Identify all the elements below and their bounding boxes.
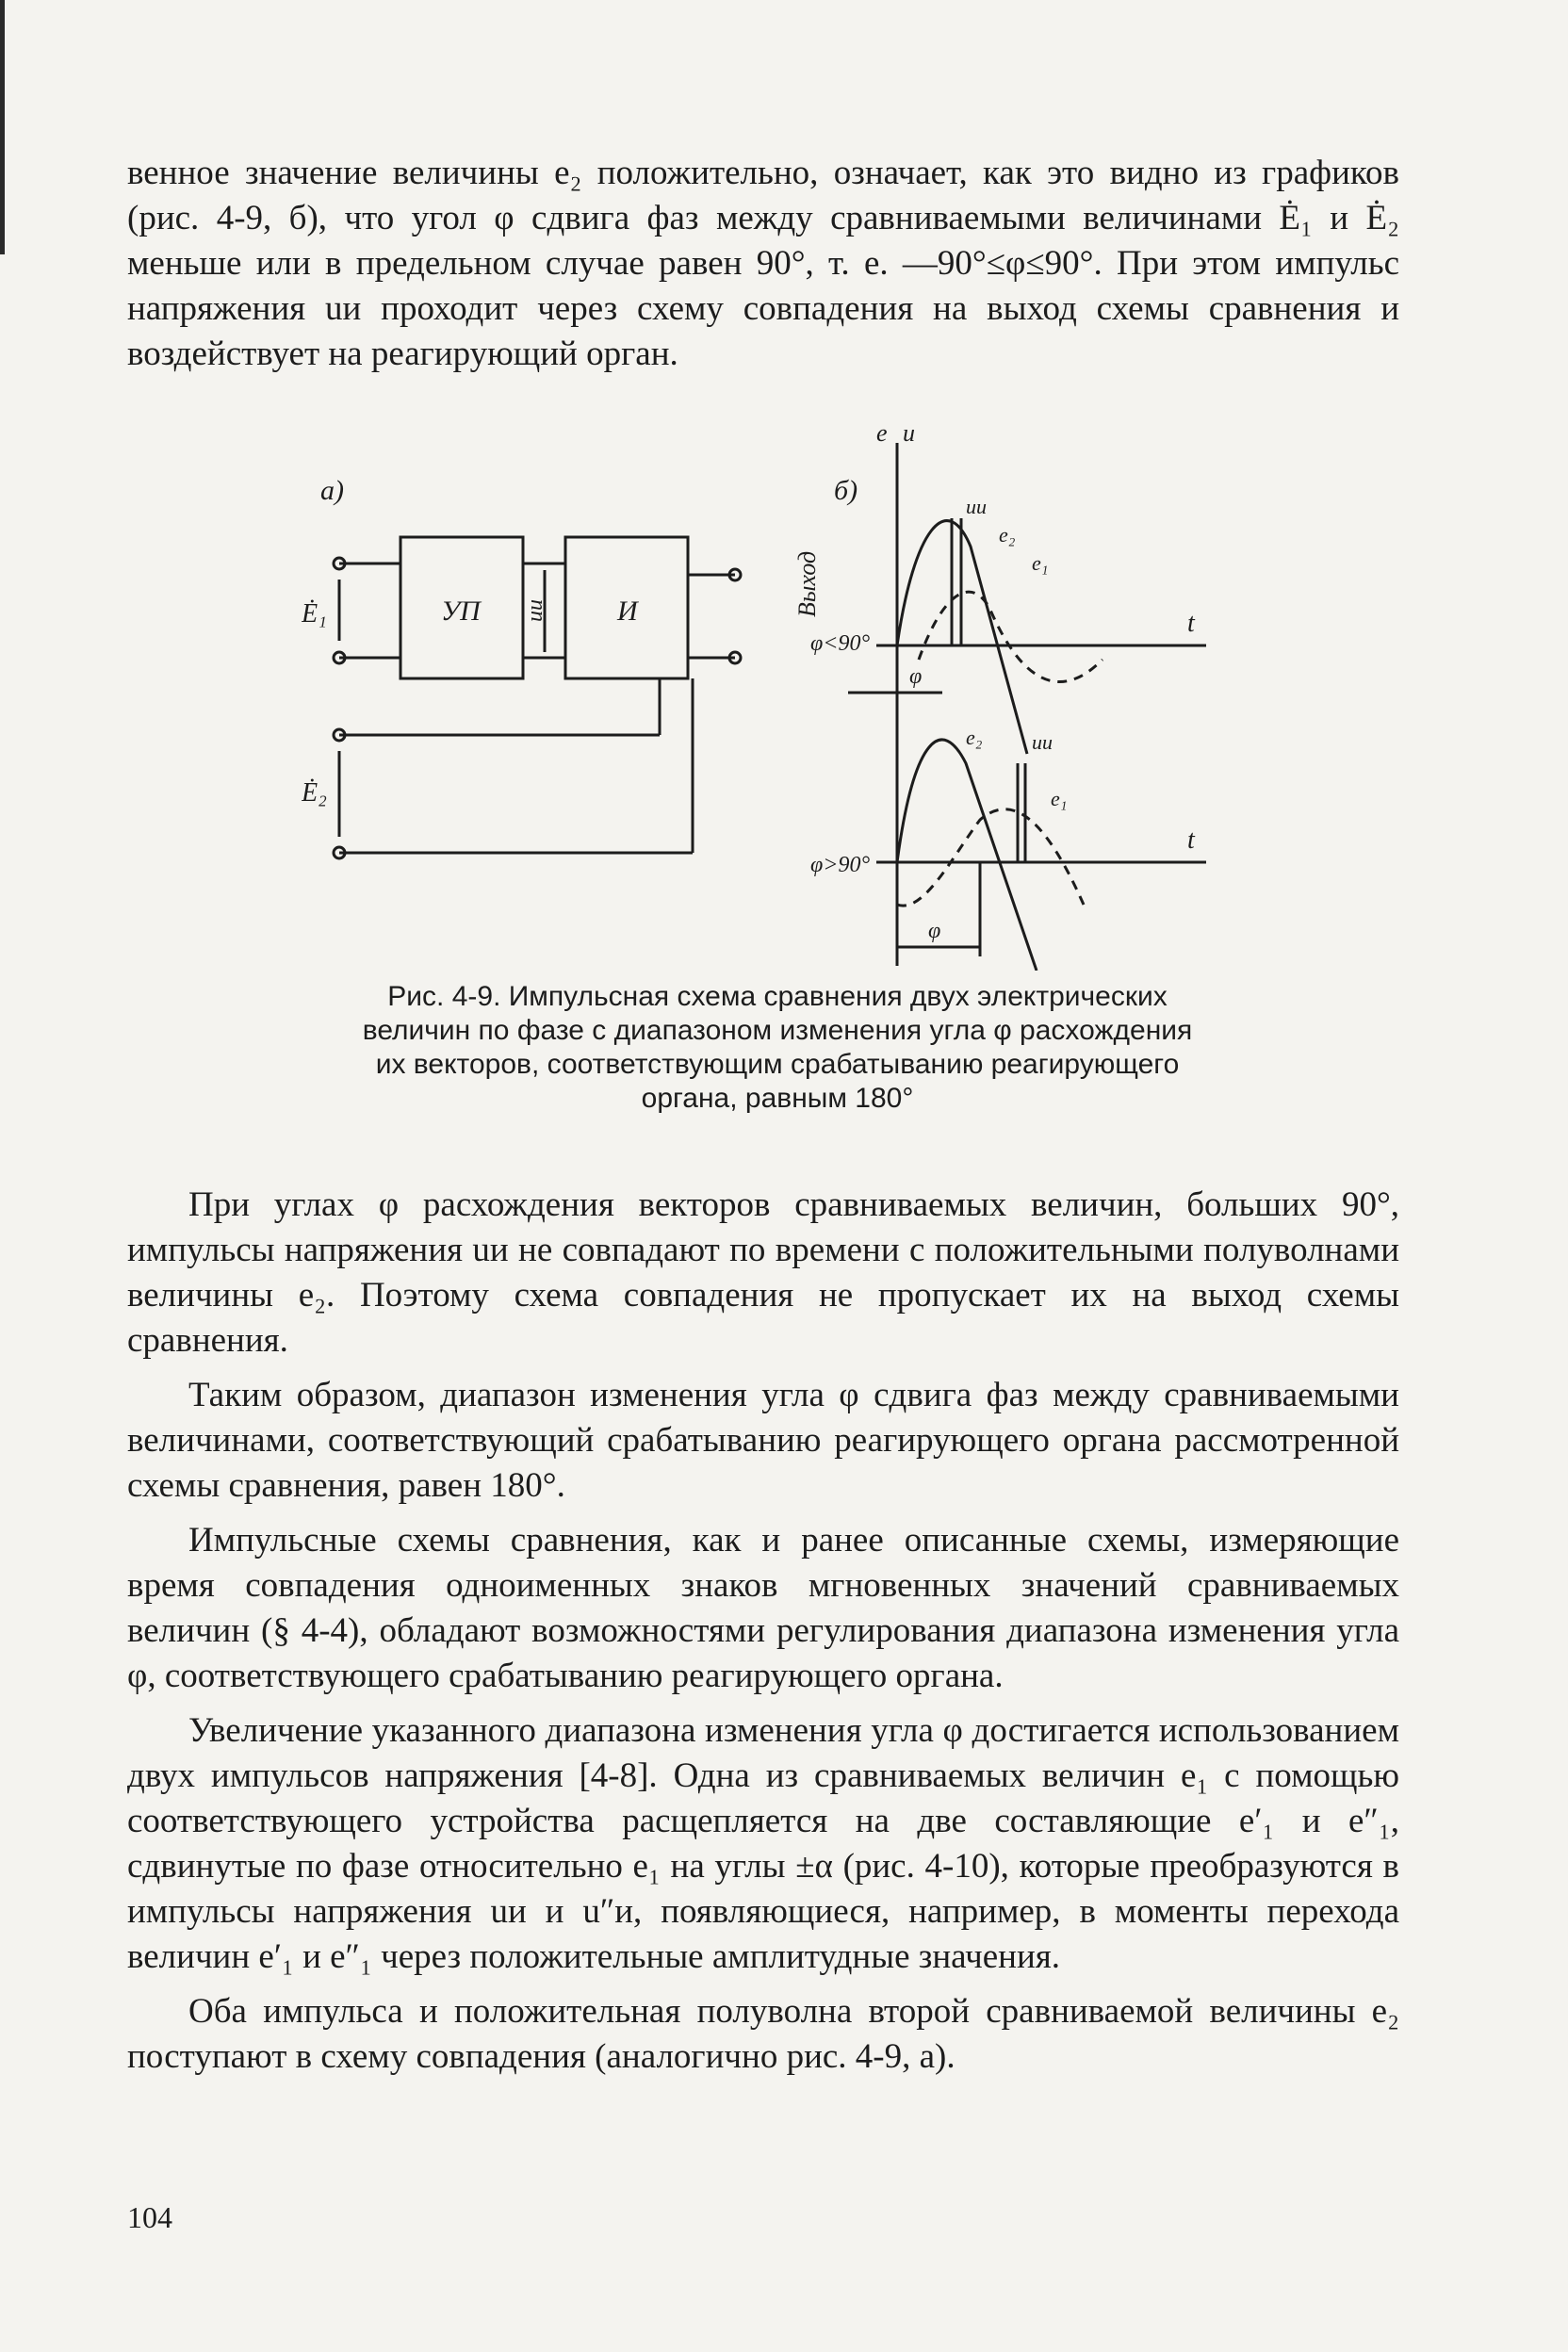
- ui-top-label: uи: [966, 495, 987, 518]
- ui-bottom-label: uи: [1032, 730, 1053, 754]
- phi-top-label: φ: [909, 664, 923, 689]
- figure-4-9: [302, 415, 1253, 971]
- caption-line-1: Рис. 4-9. Импульсная схема сравнения двух электрических: [387, 981, 1168, 1012]
- curve-e1-bottom: [897, 809, 1084, 906]
- axis-u-label: u: [903, 419, 915, 447]
- phi-bottom-label: φ: [928, 919, 941, 943]
- body-text-block: [127, 1183, 1399, 2080]
- output-label: Выход: [793, 550, 821, 617]
- paragraph-4: Увеличение указанного диапазона изменения угла φ достигается использованием двух импульсов напряжения [4-8]. Одна из сравниваемых величин e₁ с помощью соответствующего устройства расщепляется на две составляющие e′₁ и e″₁, сдвинутые по фазе относительно e₁ на углы ±α (рис. 4-10), которые преобразуются в импульсы напряжения uи и u″и, появляющиеся, например, в моменты перехода величин e′₁ и e″₁ через положительные амплитудные значения.: [127, 1711, 1399, 1976]
- axis-e-label: e: [876, 419, 888, 447]
- figure-drawing: [302, 415, 1253, 971]
- pulse-label: uи: [523, 599, 547, 622]
- margin-scan-rule: [0, 0, 5, 254]
- figure-caption: [283, 980, 1272, 1116]
- e2-bottom-label: e₂: [966, 726, 983, 749]
- block-up-label: УП: [441, 596, 481, 627]
- caption-line-2: величин по фазе с диапазоном изменения угла φ расхождения: [362, 1015, 1193, 1046]
- caption-line-4: органа, равным 180°: [641, 1083, 914, 1114]
- paragraph-1: При углах φ расхождения векторов сравниваемых величин, больших 90°, импульсы напряжения uи не совпадают по времени с положительными полуволнами величины e₂. Поэтому схема совпадения не пропускает их на выход схемы сравнения.: [127, 1185, 1399, 1360]
- curve-e2-bottom: [897, 740, 1037, 971]
- panel-a-label: а): [320, 475, 344, 506]
- e1-top-label: e₁: [1032, 551, 1049, 575]
- caption-line-3: их векторов, соответствующим срабатыванию реагирующего: [375, 1049, 1180, 1080]
- paragraph-3: Импульсные схемы сравнения, как и ранее описанные схемы, измеряющие время совпадения одноименных знаков мгновенных значений сравниваемых величин (§ 4-4), обладают возможностями регулирования диапазона изменения угла φ, соответствующего срабатыванию реагирующего органа.: [127, 1521, 1399, 1695]
- paragraph-5: Оба импульса и положительная полуволна второй сравниваемой величины e₂ поступают в схему совпадения (аналогично рис. 4-9, а).: [127, 1992, 1399, 2076]
- axis-t-bottom-label: t: [1187, 825, 1195, 855]
- block-i-label: И: [617, 596, 638, 627]
- axis-t-top-label: t: [1187, 609, 1195, 638]
- page-number: 104: [127, 2200, 172, 2234]
- paragraph-continuation: венное значение величины e₂ положительно, означает, как это видно из графиков (рис. 4-9, б), что угол φ сдвига фаз между сравниваемыми величинами Ė₁ и Ė₂ меньше или в предельном случае равен 90°, т. е. —90°≤φ≤90°. При этом импульс напряжения uи проходит через схему совпадения на выход схемы сравнения и воздействует на реагирующий орган.: [127, 154, 1399, 373]
- input-e1-label: Ė₁: [302, 599, 327, 629]
- input-e2-label: Ė₂: [302, 778, 327, 808]
- top-paragraph-block: [127, 151, 1399, 377]
- condition-bottom: φ>90°: [810, 853, 871, 877]
- panel-b-label: б): [834, 475, 858, 506]
- curve-e1-top: [919, 592, 1102, 681]
- condition-top: φ<90°: [810, 631, 871, 656]
- e1-bottom-label: e₁: [1051, 787, 1068, 810]
- paragraph-2: Таким образом, диапазон изменения угла φ сдвига фаз между сравниваемыми величинами, соответствующий срабатыванию реагирующего органа рассмотренной схемы сравнения, равен 180°.: [127, 1376, 1399, 1505]
- e2-top-label: e₂: [999, 523, 1016, 547]
